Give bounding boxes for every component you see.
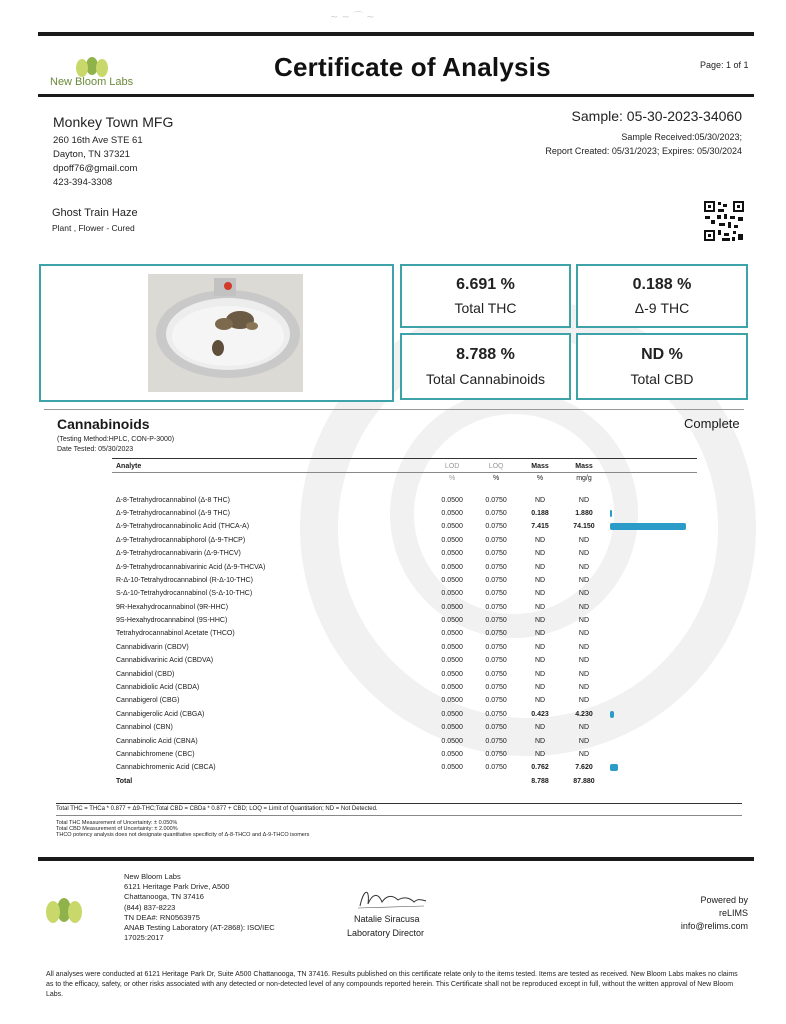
signature-image <box>352 884 432 914</box>
loq-value: 0.0750 <box>485 509 507 517</box>
mass-mg-value: 7.620 <box>575 764 593 772</box>
mass-pct-value: ND <box>534 603 546 611</box>
signer-name: Natalie Siracusa <box>354 914 420 924</box>
col-mass-mg: Mass <box>575 462 593 470</box>
total-pct: 8.788 <box>531 777 549 785</box>
summary-card-total-thc <box>400 264 571 328</box>
lod-value: 0.0500 <box>441 670 463 678</box>
mass-pct-value: 0.762 <box>531 764 549 772</box>
mass-mg-value: ND <box>578 697 590 705</box>
mass-pct-value: 0.423 <box>531 710 549 718</box>
table-row <box>112 493 696 506</box>
mass-pct-value: ND <box>534 643 546 651</box>
loq-value: 0.0750 <box>485 523 507 531</box>
analyte-name: 9S-Hexahydrocannabinol (9S-HHC) <box>116 617 228 625</box>
analyte-name: Cannabidivarinic Acid (CBDVA) <box>116 657 214 665</box>
loq-value: 0.0750 <box>485 670 507 678</box>
analyte-name: Δ-8-Tetrahydrocannabinol (Δ-8 THC) <box>116 496 231 504</box>
footer-logo <box>44 893 84 929</box>
lod-value: 0.0500 <box>441 617 463 625</box>
table-row <box>112 520 696 533</box>
mass-pct-value: ND <box>534 563 546 571</box>
powered-by-brand: reLIMS <box>718 908 748 918</box>
footer-lab-street: 6121 Heritage Park Drive, A500 <box>124 882 230 892</box>
lod-value: 0.0500 <box>441 536 463 544</box>
mass-pct-value: 7.415 <box>531 523 549 531</box>
lod-value: 0.0500 <box>441 509 463 517</box>
section-divider <box>44 409 744 410</box>
lod-value: 0.0500 <box>441 751 463 758</box>
mass-pct-value: 0.188 <box>531 509 549 517</box>
qr-code-icon <box>703 200 745 242</box>
table-row <box>112 587 696 600</box>
analyte-name: R-Δ-10-Tetrahydrocannabinol (R-Δ-10-THC) <box>116 576 253 584</box>
mass-pct-value: ND <box>534 684 546 692</box>
analyte-name: Cannabichromene (CBC) <box>116 751 195 758</box>
unit-lod: % <box>449 475 456 483</box>
table-row <box>112 748 696 761</box>
mass-mg-value: ND <box>578 670 590 678</box>
footer-lab-anab: ANAB Testing Laboratory (AT-2868): ISO/IEC <box>124 923 275 933</box>
loq-value: 0.0750 <box>485 590 507 598</box>
lod-value: 0.0500 <box>441 710 463 718</box>
mass-mg-value: ND <box>578 603 590 611</box>
table-row <box>112 614 696 627</box>
table-header-row <box>112 460 696 472</box>
table-units-row <box>112 472 696 485</box>
lod-value: 0.0500 <box>441 724 463 732</box>
lod-value: 0.0500 <box>441 603 463 611</box>
lod-value: 0.0500 <box>441 657 463 665</box>
client-block <box>53 114 173 190</box>
analyte-name: Cannabidiolic Acid (CBDA) <box>116 684 200 692</box>
analyte-name: 9R-Hexahydrocannabinol (9R-HHC) <box>116 603 229 611</box>
footer-lab-iso: 17025:2017 <box>124 933 164 943</box>
mass-bar-cell <box>606 721 696 734</box>
mass-bar-cell <box>606 534 696 547</box>
notes-thco: THCO potency analysis does not designate quantitative specificity of Δ-8-THCO and Δ-9-THCO isomers <box>56 832 310 838</box>
unit-mass-mg: mg/g <box>576 475 592 483</box>
testing-method: (Testing Method:HPLC, CON-P-3000) <box>57 436 175 443</box>
loq-value: 0.0750 <box>485 550 507 558</box>
mass-bar-cell <box>606 507 696 520</box>
sample-tin-image <box>148 274 303 392</box>
loq-value: 0.0750 <box>485 684 507 692</box>
total-cbd-label: Total CBD <box>630 371 694 387</box>
table-row <box>112 507 696 520</box>
table-row <box>112 641 696 654</box>
mass-bar-cell <box>606 694 696 707</box>
mass-mg-value: ND <box>578 617 590 625</box>
mass-bar-cell <box>606 641 696 654</box>
table-row <box>112 534 696 547</box>
loq-value: 0.0750 <box>485 751 507 758</box>
loq-value: 0.0750 <box>485 764 507 772</box>
mass-mg-value: ND <box>578 630 590 638</box>
lod-value: 0.0500 <box>441 737 463 745</box>
results-table <box>112 460 696 788</box>
analyte-name: Cannabigerolic Acid (CBGA) <box>116 710 205 718</box>
mass-mg-value: ND <box>578 536 590 544</box>
sample-block <box>545 108 742 158</box>
analyte-name: S-Δ-10-Tetrahydrocannabinol (S-Δ-10-THC) <box>116 590 253 598</box>
mass-bar <box>610 711 614 718</box>
footer-top-rule <box>38 857 754 861</box>
footer-lab-address <box>124 872 275 943</box>
sample-photo-card <box>39 264 394 402</box>
notes-top-rule <box>56 803 742 804</box>
mass-bar <box>610 510 612 517</box>
mass-mg-value: 74.150 <box>573 523 595 531</box>
table-row <box>112 560 696 573</box>
delta9-thc-value: 0.188 % <box>632 276 692 293</box>
footer-lab-city: Chattanooga, TN 37416 <box>124 892 204 902</box>
mass-mg-value: 4.230 <box>575 710 593 718</box>
analyte-name: Cannabidivarin (CBDV) <box>116 643 189 651</box>
total-thc-value: 6.691 % <box>456 276 515 293</box>
analyte-name: Cannabinolic Acid (CBNA) <box>116 737 198 745</box>
col-lod: LOD <box>444 462 460 470</box>
total-thc-label: Total THC <box>454 300 517 316</box>
table-row <box>112 574 696 587</box>
analyte-name: Cannabinol (CBN) <box>116 724 173 732</box>
table-row <box>112 734 696 747</box>
product-type: Plant , Flower - Cured <box>52 223 135 233</box>
table-row <box>112 601 696 614</box>
loq-value: 0.0750 <box>485 576 507 584</box>
loq-value: 0.0750 <box>485 496 507 504</box>
report-created: Report Created: 05/31/2023; Expires: 05/30/2024 <box>545 146 742 156</box>
mass-mg-value: ND <box>578 550 590 558</box>
leaf-logo-icon <box>44 893 84 929</box>
disclaimer: All analyses were conducted at 6121 Heritage Park Dr, Suite A500 Chattanooga, TN 37416. Results published on this certificate relate only to the items tested. Items are tested as received. New Bloom Labs makes no claims as to the efficacy, safety, or other risks associated with any detected or non-detected level of any compounds reported herein. This Certificate shall not be reproduced except in full, without the written approval of New Bloom Labs. <box>46 971 738 998</box>
mass-pct-value: ND <box>534 617 546 625</box>
notes-unc-thc: Total THC Measurement of Uncertainty: ± 0.050% <box>56 820 178 826</box>
loq-value: 0.0750 <box>485 724 507 732</box>
mass-bar-cell <box>606 627 696 640</box>
mass-bar-cell <box>606 587 696 600</box>
col-loq: LOQ <box>488 462 504 470</box>
notes-bottom-rule <box>56 815 742 816</box>
analyte-name: Δ-9-Tetrahydrocannabivarinic Acid (Δ-9-THCVA) <box>116 563 266 571</box>
analyte-name: Cannabidiol (CBD) <box>116 670 175 678</box>
analyte-name: Δ-9-Tetrahydrocannabivarin (Δ-9-THCV) <box>116 550 241 558</box>
mass-bar-cell <box>606 667 696 680</box>
footer-lab-name: New Bloom Labs <box>124 872 181 881</box>
date-tested: Date Tested: 05/30/2023 <box>57 446 134 453</box>
mass-bar-cell <box>606 547 696 560</box>
summary-card-total-cbd <box>576 333 748 400</box>
loq-value: 0.0750 <box>485 603 507 611</box>
total-mg: 87.880 <box>573 777 595 785</box>
mass-pct-value: ND <box>534 724 546 732</box>
mass-mg-value: ND <box>578 684 590 692</box>
lab-logo-text: New Bloom Labs <box>50 76 134 88</box>
header-bottom-rule <box>38 94 754 97</box>
table-top-rule <box>112 458 697 459</box>
unit-analyte <box>112 472 430 485</box>
unit-mass-pct: % <box>536 475 544 483</box>
client-email: dpoff76@gmail.com <box>53 163 138 174</box>
loq-value: 0.0750 <box>485 657 507 665</box>
page-title: Certificate of Analysis <box>274 52 551 82</box>
loq-value: 0.0750 <box>485 737 507 745</box>
loq-value: 0.0750 <box>485 563 507 571</box>
mass-pct-value: ND <box>534 630 546 638</box>
mass-bar <box>610 523 686 530</box>
total-cannabinoids-label: Total Cannabinoids <box>425 371 546 387</box>
mass-bar-cell <box>606 681 696 694</box>
unit-loq: % <box>492 475 500 483</box>
header-top-rule <box>38 32 754 36</box>
lod-value: 0.0500 <box>441 643 463 651</box>
client-phone: 423-394-3308 <box>53 177 113 188</box>
mass-mg-value: ND <box>578 496 590 504</box>
mass-bar-cell <box>606 654 696 667</box>
signer-title: Laboratory Director <box>347 928 425 938</box>
footer-lab-phone: (844) 837-8223 <box>124 902 176 912</box>
analyte-name: Tetrahydrocannabinol Acetate (THCO) <box>116 630 235 638</box>
section-status: Complete <box>684 416 740 431</box>
table-total-row <box>112 775 696 788</box>
mass-bar-cell <box>606 708 696 721</box>
notes-formula: Total THC = THCa * 0.877 + Δ9-THC;Total CBD = CBDa * 0.877 + CBD; LOQ = Limit of Quantitation; ND = Not Detected. <box>56 806 378 812</box>
delta9-thc-label: Δ-9 THC <box>634 300 690 316</box>
mass-pct-value: ND <box>534 697 546 705</box>
client-address1: 260 16th Ave STE 61 <box>53 135 143 146</box>
mass-bar-cell <box>606 748 696 761</box>
mass-mg-value: ND <box>578 563 590 571</box>
mass-mg-value: ND <box>578 643 590 651</box>
lod-value: 0.0500 <box>441 576 463 584</box>
footer-lab-dea: TN DEA#: RN0563975 <box>124 912 200 922</box>
table-row <box>112 654 696 667</box>
lod-value: 0.0500 <box>441 764 463 772</box>
total-cbd-value: ND % <box>641 346 683 363</box>
product-block <box>52 207 138 233</box>
mass-mg-value: ND <box>578 737 590 745</box>
col-bar <box>606 460 696 472</box>
total-cannabinoids-value: 8.788 % <box>456 346 515 363</box>
analyte-name: Δ-9-Tetrahydrocannabiphorol (Δ-9-THCP) <box>116 536 246 544</box>
mass-bar-cell <box>606 574 696 587</box>
powered-by <box>681 894 748 933</box>
lod-value: 0.0500 <box>441 630 463 638</box>
mass-pct-value: ND <box>534 670 546 678</box>
analyte-name: Cannabichromenic Acid (CBCA) <box>116 764 216 772</box>
mass-pct-value: ND <box>534 737 546 745</box>
mass-mg-value: 1.880 <box>575 509 593 517</box>
mass-bar-cell <box>606 560 696 573</box>
mass-bar-cell <box>606 761 696 774</box>
mass-mg-value: ND <box>578 751 590 758</box>
mass-pct-value: ND <box>534 550 546 558</box>
powered-by-email[interactable]: info@relims.com <box>680 921 748 931</box>
table-row <box>112 627 696 640</box>
notes-unc-cbd: Total CBD Measurement of Uncertainty: ± 2.000% <box>56 826 178 832</box>
analyte-name: Δ-9-Tetrahydrocannabinolic Acid (THCA-A) <box>116 523 250 531</box>
section-title: Cannabinoids <box>57 416 150 432</box>
mass-pct-value: ND <box>534 576 546 584</box>
mass-bar-cell <box>606 734 696 747</box>
mass-pct-value: ND <box>534 657 546 665</box>
lod-value: 0.0500 <box>441 563 463 571</box>
table-row <box>112 761 696 774</box>
table-row <box>112 694 696 707</box>
loq-value: 0.0750 <box>485 536 507 544</box>
table-row <box>112 667 696 680</box>
mass-mg-value: ND <box>578 724 590 732</box>
summary-card-delta9-thc <box>576 264 748 328</box>
product-name: Ghost Train Haze <box>52 207 138 219</box>
table-row <box>112 681 696 694</box>
lab-logo <box>50 42 140 92</box>
lod-value: 0.0500 <box>441 697 463 705</box>
lod-value: 0.0500 <box>441 550 463 558</box>
mass-pct-value: ND <box>534 590 546 598</box>
mass-bar-cell <box>606 614 696 627</box>
client-name: Monkey Town MFG <box>53 114 174 130</box>
total-label: Total <box>116 777 133 785</box>
lod-value: 0.0500 <box>441 523 463 531</box>
mass-mg-value: ND <box>578 590 590 598</box>
client-address2: Dayton, TN 37321 <box>53 149 130 160</box>
loq-value: 0.0750 <box>485 710 507 718</box>
col-analyte: Analyte <box>116 462 142 470</box>
lod-value: 0.0500 <box>441 684 463 692</box>
loq-value: 0.0750 <box>485 697 507 705</box>
qr-code[interactable] <box>703 200 745 242</box>
col-mass-pct: Mass <box>531 462 549 470</box>
loq-value: 0.0750 <box>485 643 507 651</box>
mass-pct-value: ND <box>534 536 546 544</box>
lod-value: 0.0500 <box>441 496 463 504</box>
sample-received: Sample Received:05/30/2023; <box>621 132 742 142</box>
scan-marks: ~ ~ ⌒ ~ <box>330 12 375 23</box>
mass-bar-cell <box>606 520 696 533</box>
mass-pct-value: ND <box>534 496 546 504</box>
mass-bar-cell <box>606 493 696 506</box>
mass-bar <box>610 764 618 771</box>
lod-value: 0.0500 <box>441 590 463 598</box>
loq-value: 0.0750 <box>485 617 507 625</box>
mass-pct-value: ND <box>534 751 546 758</box>
loq-value: 0.0750 <box>485 630 507 638</box>
table-row <box>112 721 696 734</box>
mass-bar-cell <box>606 601 696 614</box>
signature <box>352 884 432 914</box>
sample-photo <box>148 274 303 392</box>
summary-card-total-cannabinoids <box>400 333 571 400</box>
analyte-name: Δ-9-Tetrahydrocannabinol (Δ-9 THC) <box>116 509 231 517</box>
page-number: Page: 1 of 1 <box>700 60 749 70</box>
analyte-name: Cannabigerol (CBG) <box>116 697 180 705</box>
mass-mg-value: ND <box>578 576 590 584</box>
table-row <box>112 547 696 560</box>
mass-mg-value: ND <box>578 657 590 665</box>
table-row <box>112 708 696 721</box>
powered-by-label: Powered by <box>700 895 748 905</box>
sample-id: Sample: 05-30-2023-34060 <box>571 108 742 124</box>
